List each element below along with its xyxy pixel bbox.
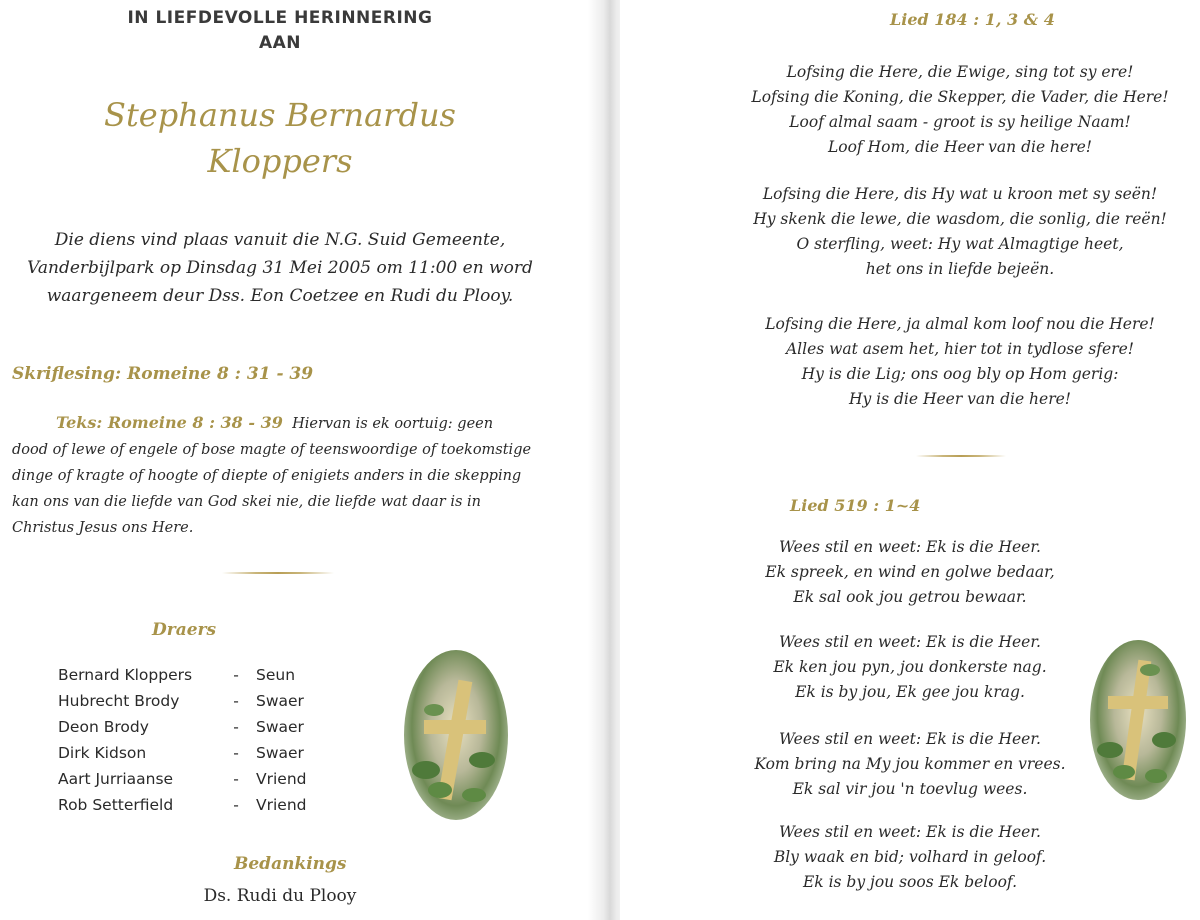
bearers-table	[58, 662, 306, 818]
hymn-line: O sterfling, weet: Hy wat Almagtige heet,	[796, 235, 1124, 253]
hymn-stanza	[700, 630, 1120, 705]
cross-ivy-oval-image	[404, 650, 508, 820]
hymn-stanza	[700, 727, 1120, 802]
hymn-line: Hy skenk die lewe, die wasdom, die sonlig, die reën!	[753, 210, 1167, 228]
hymn-line: Kom bring na My jou kommer en vrees.	[754, 755, 1066, 773]
hymn-line: Ek is by jou soos Ek beloof.	[802, 873, 1018, 891]
hymn-line: Wees stil en weet: Ek is die Heer.	[779, 633, 1041, 651]
heading-line-2: AAN	[258, 33, 302, 53]
scripture-title: Skriflesing: Romeine 8 : 31 - 39	[12, 364, 314, 384]
hymn-line: Lofsing die Here, ja almal kom loof nou die Here!	[765, 315, 1155, 333]
bearer-name: Aart Jurriaanse	[58, 770, 174, 788]
deceased-name	[40, 92, 520, 184]
bearer-dash: -	[233, 666, 239, 684]
bearer-dash: -	[233, 718, 239, 736]
hymn-line: Wees stil en weet: Ek is die Heer.	[779, 730, 1041, 748]
hymn-line: Alles wat asem het, hier tot in tydlose sfere!	[785, 340, 1135, 358]
name-line-2: Kloppers	[207, 142, 353, 180]
bearer-relation: Vriend	[256, 770, 307, 788]
hymn-line: Lofsing die Koning, die Skepper, die Vader, die Here!	[751, 88, 1169, 106]
cross-icon	[1090, 640, 1186, 800]
ornament-divider	[916, 455, 1006, 457]
cross-ivy-oval-image	[1090, 640, 1186, 800]
hymn-519-title: Lied 519 : 1~4	[790, 496, 921, 515]
text-passage	[12, 410, 532, 541]
right-page	[620, 0, 1200, 920]
thanks-title: Bedankings	[234, 854, 347, 874]
bearer-dash: -	[233, 770, 239, 788]
bearer-row	[58, 740, 306, 766]
hymn-stanza	[730, 182, 1190, 282]
bearer-relation: Vriend	[256, 796, 307, 814]
service-info	[0, 226, 560, 310]
bearer-dash: -	[233, 744, 239, 762]
bearer-name: Rob Setterfield	[58, 796, 174, 814]
service-line: waargeneem deur Dss. Eon Coetzee en Rudi du Plooy.	[46, 286, 514, 306]
bearer-row	[58, 714, 306, 740]
heading-line-1: IN LIEFDEVOLLE HERINNERING	[127, 8, 433, 28]
hymn-stanza	[730, 312, 1190, 412]
bearer-name: Dirk Kidson	[58, 744, 147, 762]
hymn-line: Loof Hom, die Heer van die here!	[827, 138, 1093, 156]
hymn-line: Hy is die Lig; ons oog bly op Hom gerig:	[801, 365, 1119, 383]
memorial-heading	[60, 6, 500, 56]
bearer-row	[58, 766, 306, 792]
hymn-stanza	[700, 535, 1120, 610]
hymn-line: Loof almal saam - groot is sy heilige Naam!	[789, 113, 1131, 131]
hymn-line: Ek sal ook jou getrou bewaar.	[793, 588, 1027, 606]
text-lead: Teks: Romeine 8 : 38 - 39	[56, 413, 283, 432]
hymn-184-title: Lied 184 : 1, 3 & 4	[890, 10, 1055, 29]
bearer-dash: -	[233, 796, 239, 814]
bearer-name: Bernard Kloppers	[58, 666, 193, 684]
bearer-relation: Seun	[256, 666, 296, 684]
hymn-line: Wees stil en weet: Ek is die Heer.	[779, 823, 1041, 841]
text-body: Hiervan is ek oortuig: geen dood of lewe of engele of bose magte of teenswoordige of toekomstige dinge of kragte of hoogte of diepte of enigiets anders in die skepping kan ons van die liefde van God skei nie, die liefde wat daar is in Christus Jesus ons Here.	[12, 416, 532, 536]
hymn-line: Bly waak en bid; volhard in geloof.	[773, 848, 1047, 866]
hymn-line: Lofsing die Here, dis Hy wat u kroon met sy seën!	[762, 185, 1158, 203]
hymn-line: Ek ken jou pyn, jou donkerste nag.	[773, 658, 1047, 676]
bearer-row	[58, 662, 306, 688]
hymn-line: Lofsing die Here, die Ewige, sing tot sy ere!	[786, 63, 1134, 81]
ornament-divider	[222, 572, 334, 574]
bearer-relation: Swaer	[256, 718, 304, 736]
hymn-line: Hy is die Heer van die here!	[848, 390, 1072, 408]
service-line: Die diens vind plaas vanuit die N.G. Suid Gemeente,	[54, 230, 506, 250]
hymn-line: Ek spreek, en wind en golwe bedaar,	[765, 563, 1055, 581]
bearer-relation: Swaer	[256, 744, 304, 762]
bearer-name: Deon Brody	[58, 718, 149, 736]
hymn-line: Wees stil en weet: Ek is die Heer.	[779, 538, 1041, 556]
service-line: Vanderbijlpark op Dinsdag 31 Mei 2005 om 11:00 en word	[27, 258, 533, 278]
hymn-line: Ek is by jou, Ek gee jou krag.	[795, 683, 1025, 701]
name-line-1: Stephanus Bernardus	[104, 96, 456, 134]
hymn-line: het ons in liefde bejeën.	[865, 260, 1055, 278]
thanks-name: Ds. Rudi du Plooy	[203, 886, 357, 906]
bearer-relation: Swaer	[256, 692, 304, 710]
hymn-stanza	[700, 820, 1120, 895]
hymn-line: Ek sal vir jou 'n toevlug wees.	[792, 780, 1028, 798]
bearers-title: Draers	[152, 620, 217, 640]
bearer-row	[58, 792, 306, 818]
cross-icon	[404, 650, 508, 820]
bearer-name: Hubrecht Brody	[58, 692, 180, 710]
hymn-stanza	[730, 60, 1190, 160]
bearer-row	[58, 688, 306, 714]
bearer-dash: -	[233, 692, 239, 710]
